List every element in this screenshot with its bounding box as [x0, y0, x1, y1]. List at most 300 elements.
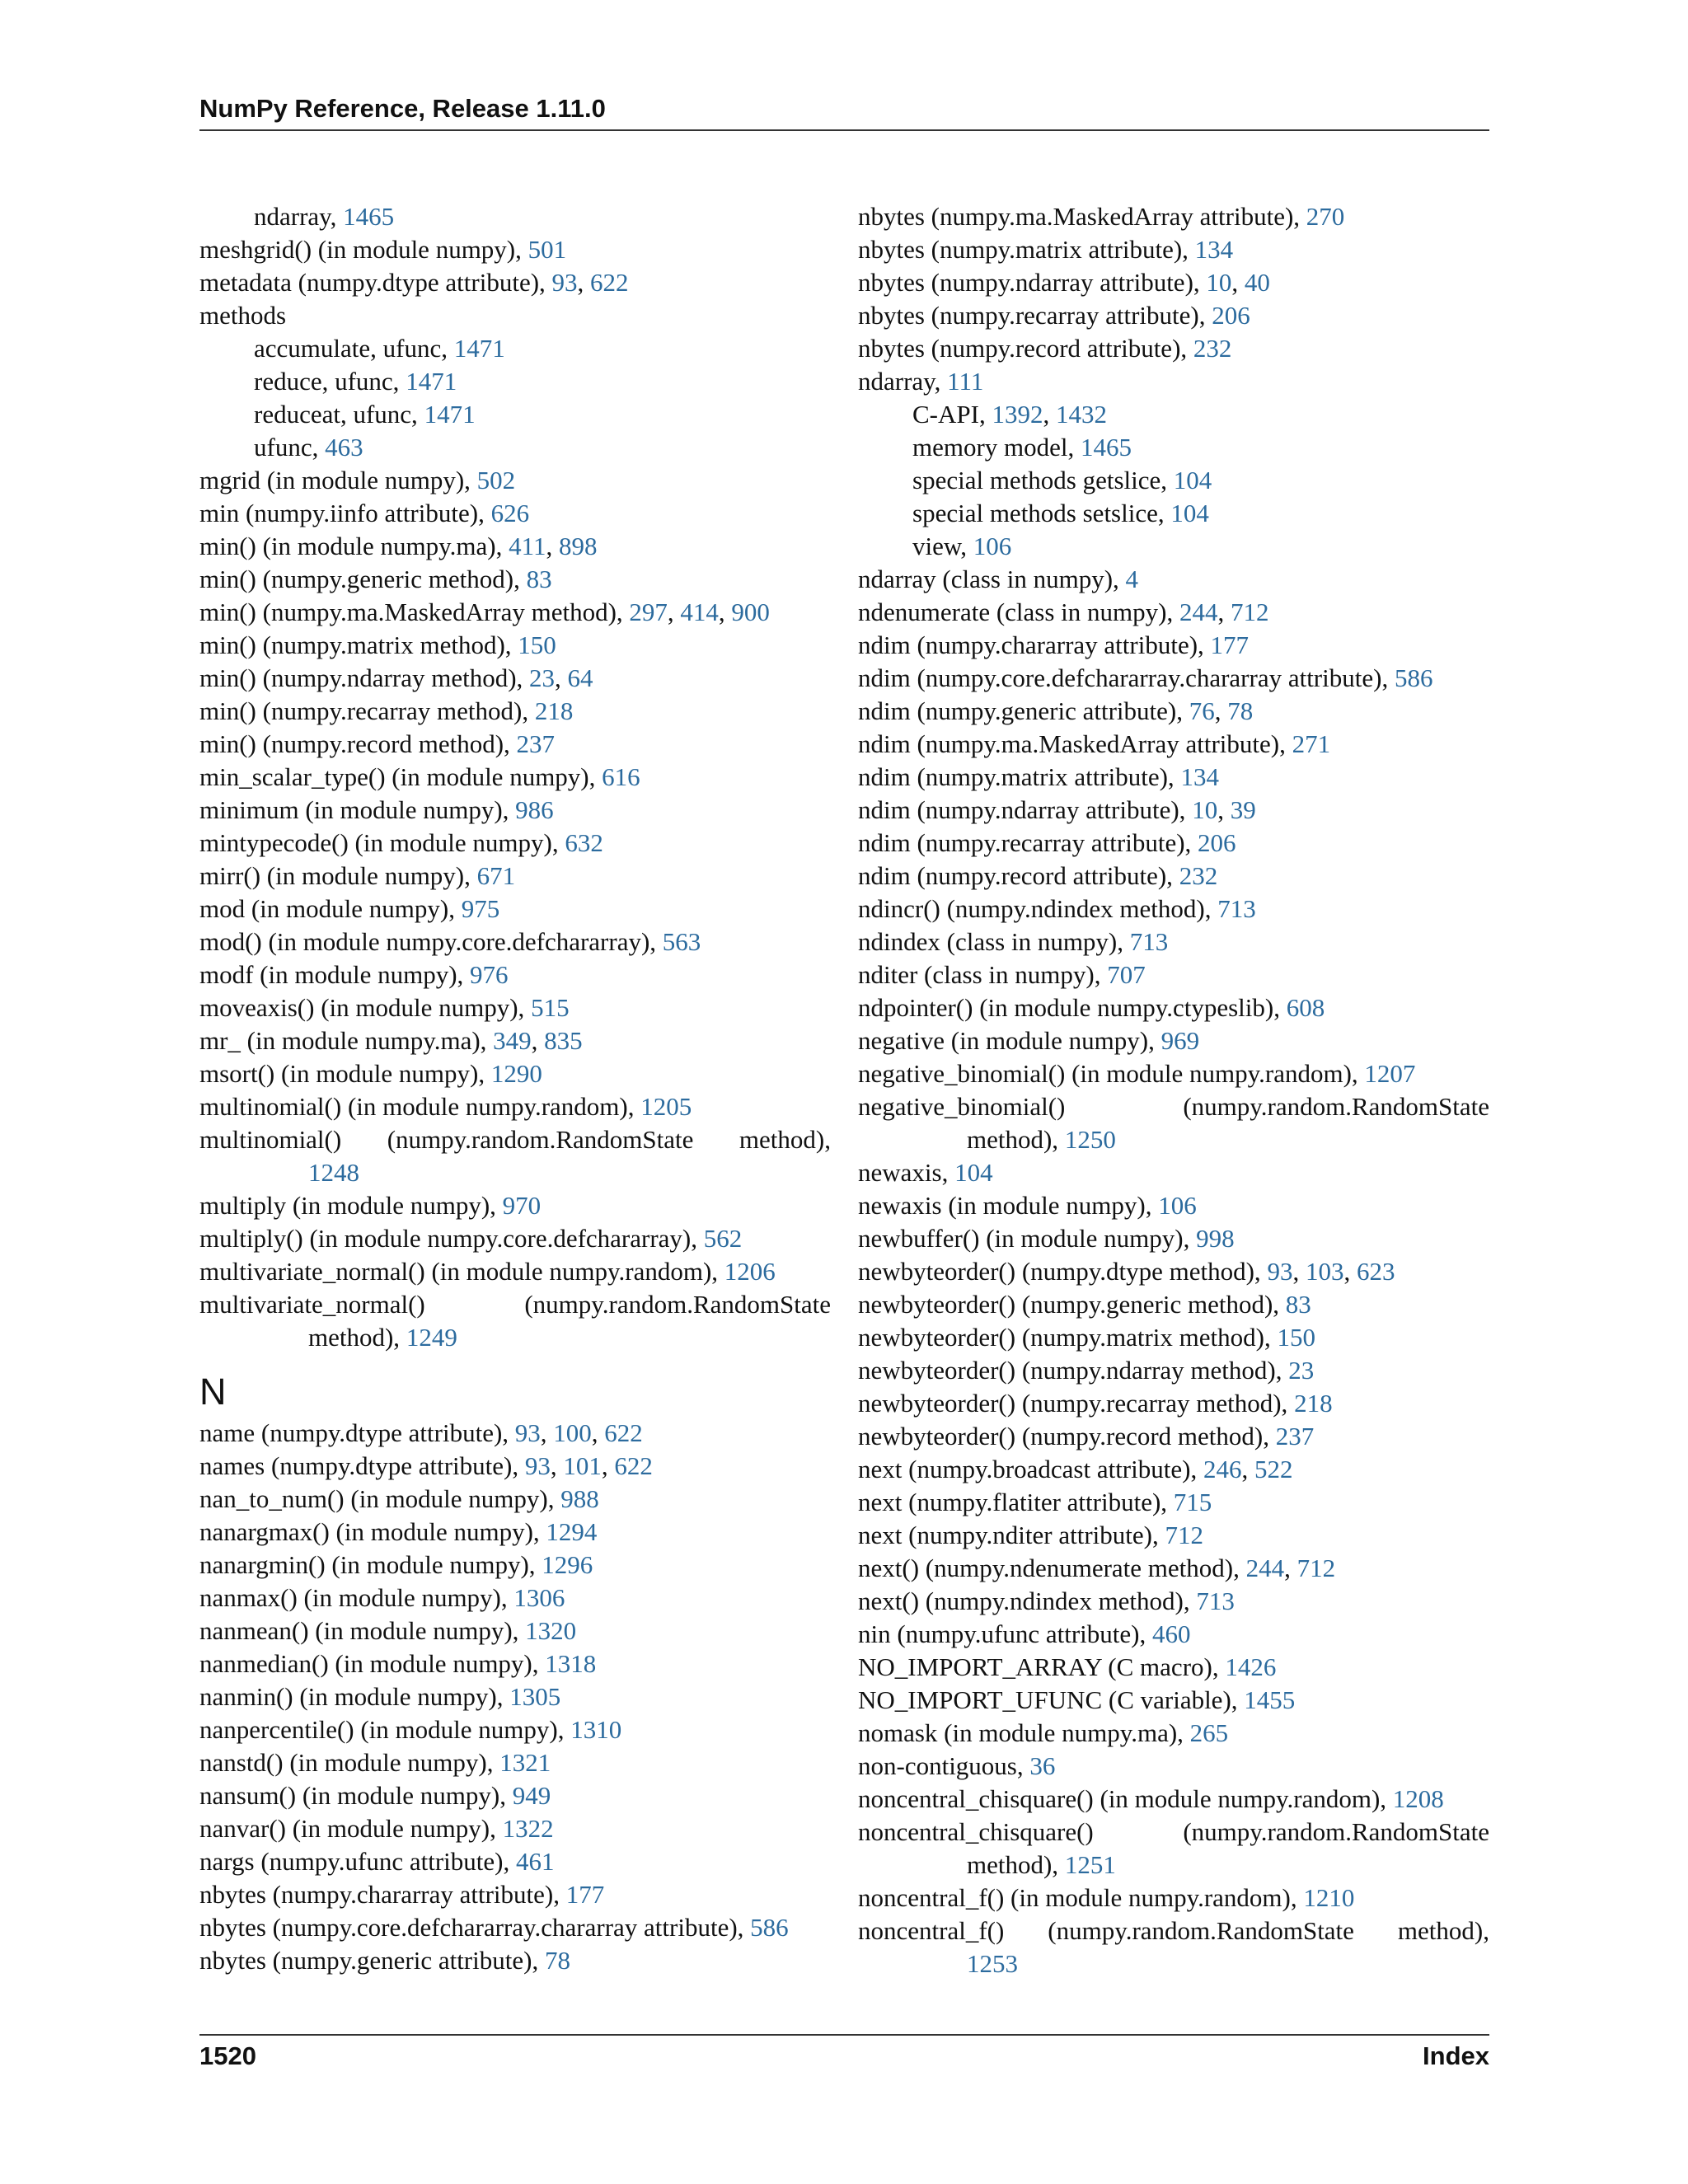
page-ref-link[interactable]: 349	[493, 1026, 532, 1055]
page-ref-link[interactable]: 10	[1206, 268, 1232, 297]
page-ref-link[interactable]: 83	[1285, 1290, 1311, 1319]
index-entry	[858, 1255, 1489, 1288]
page-ref-link[interactable]: 522	[1254, 1455, 1293, 1483]
index-entry-text: nanmax() (in module numpy),	[199, 1583, 514, 1612]
page-ref-link[interactable]: 1253	[967, 1949, 1018, 1978]
index-entry-text-part: multinomial()	[199, 1125, 342, 1154]
page-ref-link[interactable]: 713	[1196, 1586, 1235, 1615]
index-entry-text: newbyteorder() (numpy.ndarray method),	[858, 1356, 1289, 1385]
index-entry	[199, 893, 831, 926]
page-ref-link[interactable]: 712	[1230, 598, 1269, 626]
page-ref-link[interactable]: 232	[1179, 861, 1218, 890]
page-ref-link[interactable]: 270	[1306, 202, 1345, 231]
ref-separator: ,	[1284, 1554, 1297, 1582]
page-ref-link[interactable]: 715	[1173, 1488, 1212, 1516]
index-subentry	[858, 398, 1489, 431]
index-entry-text: ndim (numpy.core.defchararray.chararray attribute),	[858, 663, 1395, 692]
page-ref-link[interactable]: 502	[476, 466, 516, 494]
index-subentry	[199, 431, 831, 464]
page-ref-link[interactable]: 111	[947, 367, 984, 396]
page-ref-link[interactable]: 1250	[1064, 1125, 1116, 1154]
ref-separator: ,	[577, 268, 591, 297]
index-entry	[858, 1189, 1489, 1222]
index-entry-text: nanvar() (in module numpy),	[199, 1814, 503, 1843]
page-ref-link[interactable]: 616	[602, 762, 640, 791]
index-entry	[199, 1615, 831, 1647]
index-entry	[858, 1420, 1489, 1453]
page-ref-link[interactable]: 1310	[570, 1715, 622, 1744]
index-entry	[858, 991, 1489, 1024]
index-entry	[858, 1651, 1489, 1684]
page-ref-link[interactable]: 93	[551, 268, 578, 297]
page-ref-link[interactable]: 1455	[1244, 1685, 1296, 1714]
ref-separator: ,	[531, 1026, 545, 1055]
index-entry-text: method),	[308, 1323, 406, 1352]
index-entry-text: nbytes (numpy.matrix attribute),	[858, 235, 1195, 264]
index-entry	[199, 1450, 831, 1483]
index-entry-text: reduce, ufunc,	[254, 367, 406, 396]
page-ref-link[interactable]: 623	[1356, 1257, 1395, 1286]
index-entry-text: ndim (numpy.recarray attribute),	[858, 828, 1198, 857]
page-ref-link[interactable]: 1207	[1364, 1059, 1416, 1088]
index-entry-text: mirr() (in module numpy),	[199, 861, 477, 890]
page-ref-link[interactable]: 83	[526, 565, 552, 593]
index-entry-text: ndincr() (numpy.ndindex method),	[858, 894, 1218, 923]
page-ref-link[interactable]: 712	[1296, 1554, 1336, 1582]
index-entry	[858, 200, 1489, 233]
page-ref-link[interactable]: 100	[553, 1418, 592, 1447]
page-ref-link[interactable]: 1249	[406, 1323, 457, 1352]
index-entry-text: min() (numpy.matrix method),	[199, 630, 518, 659]
index-entry	[858, 1816, 1489, 1849]
page-ref-link[interactable]: 898	[558, 532, 598, 560]
footer-rule	[199, 2034, 1489, 2036]
index-entry-text: nbytes (numpy.chararray attribute),	[199, 1880, 566, 1909]
index-entry-text: newbyteorder() (numpy.recarray method),	[858, 1389, 1295, 1418]
page-ref-link[interactable]: 177	[1210, 630, 1250, 659]
page-ref-link[interactable]: 562	[703, 1224, 743, 1253]
page-ref-link[interactable]: 23	[529, 663, 556, 692]
index-entry	[199, 1680, 831, 1713]
index-entry	[199, 991, 831, 1024]
index-entry	[199, 629, 831, 662]
index-entry-text: min() (numpy.recarray method),	[199, 696, 535, 725]
page-ref-link[interactable]: 586	[1394, 663, 1433, 692]
page-ref-link[interactable]: 713	[1217, 894, 1256, 923]
index-entry-text: nanmedian() (in module numpy),	[199, 1649, 546, 1678]
page-ref-link[interactable]: 244	[1245, 1554, 1285, 1582]
page-ref-link[interactable]: 237	[1275, 1422, 1315, 1451]
index-entry	[199, 497, 831, 530]
page-ref-link[interactable]: 134	[1194, 235, 1234, 264]
index-subentry	[199, 398, 831, 431]
ref-separator: ,	[1343, 1257, 1357, 1286]
page-ref-link[interactable]: 463	[325, 433, 363, 462]
page-ref-link[interactable]: 1321	[499, 1748, 551, 1777]
index-entry-text: multinomial() (in module numpy.random),	[199, 1092, 641, 1121]
index-entry-text: negative (in module numpy),	[858, 1026, 1161, 1055]
index-column-left	[199, 200, 831, 1977]
index-entry-text-part: noncentral_f()	[858, 1916, 1005, 1945]
page-ref-link[interactable]: 1392	[992, 400, 1043, 429]
index-entry	[199, 299, 831, 332]
page-ref-link[interactable]: 969	[1160, 1026, 1200, 1055]
index-entry	[199, 695, 831, 728]
index-entry	[858, 1684, 1489, 1717]
page-ref-link[interactable]: 1465	[1081, 433, 1132, 462]
ref-separator: ,	[601, 1451, 615, 1480]
index-entry	[199, 1878, 831, 1911]
index-entry-text: newaxis,	[858, 1158, 955, 1187]
page-ref-link[interactable]: 626	[490, 499, 530, 527]
index-entry	[858, 1486, 1489, 1519]
page-ref-link[interactable]: 1306	[513, 1583, 565, 1612]
index-entry-text: mr_ (in module numpy.ma),	[199, 1026, 494, 1055]
index-entry-text: noncentral_f() (in module numpy.random),	[858, 1883, 1304, 1912]
index-entry	[199, 1483, 831, 1516]
ref-separator: ,	[718, 598, 732, 626]
index-entry-text-part: (numpy.random.RandomState	[387, 1125, 694, 1154]
page-ref-link[interactable]: 76	[1189, 696, 1215, 725]
page-ref-link[interactable]: 461	[515, 1847, 555, 1876]
index-entry-text: method),	[967, 1850, 1065, 1879]
index-entry-text-part: (numpy.random.RandomState	[1048, 1916, 1354, 1945]
index-entry	[199, 1713, 831, 1746]
page-ref-link[interactable]: 134	[1180, 762, 1219, 791]
page-ref-link[interactable]: 206	[1198, 828, 1236, 857]
page-ref-link[interactable]: 414	[680, 598, 719, 626]
page-ref-link[interactable]: 103	[1305, 1257, 1344, 1286]
index-entry-text: newaxis (in module numpy),	[858, 1191, 1159, 1220]
index-entry	[199, 926, 831, 958]
page-ref-link[interactable]: 177	[565, 1880, 605, 1909]
index-entry	[199, 1944, 831, 1977]
page-ref-link[interactable]: 998	[1196, 1224, 1235, 1253]
index-entry	[858, 1519, 1489, 1552]
page-ref-link[interactable]: 1290	[490, 1059, 542, 1088]
page-ref-link[interactable]: 1251	[1064, 1850, 1116, 1879]
index-entry-text: NO_IMPORT_UFUNC (C variable),	[858, 1685, 1245, 1714]
index-entry-text: nargs (numpy.ufunc attribute),	[199, 1847, 516, 1876]
index-entry-text: ndenumerate (class in numpy),	[858, 598, 1179, 626]
page-ref-link[interactable]: 1305	[509, 1682, 561, 1711]
index-entry	[858, 926, 1489, 958]
index-entry	[199, 1288, 831, 1321]
page-ref-link[interactable]: 40	[1244, 268, 1270, 297]
index-entry-text: method),	[967, 1125, 1065, 1154]
page-ref-link[interactable]: 460	[1151, 1619, 1191, 1648]
index-entry	[199, 1582, 831, 1615]
page-ref-link[interactable]: 244	[1179, 598, 1218, 626]
index-entry	[199, 1911, 831, 1944]
page-ref-link[interactable]: 10	[1192, 795, 1218, 824]
page-ref-link[interactable]: 78	[544, 1946, 570, 1975]
index-entry	[858, 1915, 1489, 1947]
index-entry-text: nanargmin() (in module numpy),	[199, 1550, 542, 1579]
page-ref-link[interactable]: 271	[1292, 729, 1331, 758]
page-ref-link[interactable]: 64	[567, 663, 593, 692]
page-ref-link[interactable]: 101	[563, 1451, 602, 1480]
index-entry-continuation	[858, 1947, 1489, 1980]
page-ref-link[interactable]: 36	[1029, 1751, 1056, 1780]
index-entry	[858, 1618, 1489, 1651]
page-ref-link[interactable]: 1296	[542, 1550, 593, 1579]
page-ref-link[interactable]: 218	[534, 696, 574, 725]
index-entry	[858, 1057, 1489, 1090]
page-ref-link[interactable]: 93	[1267, 1257, 1293, 1286]
index-entry-continuation	[858, 1123, 1489, 1156]
index-entry	[858, 1552, 1489, 1585]
index-entry-text: special methods setslice,	[912, 499, 1171, 527]
index-entry-text: nansum() (in module numpy),	[199, 1781, 513, 1810]
index-entry-text: ndim (numpy.ma.MaskedArray attribute),	[858, 729, 1292, 758]
index-entry-text: nbytes (numpy.generic attribute),	[199, 1946, 545, 1975]
index-entry-text: newbyteorder() (numpy.record method),	[858, 1422, 1276, 1451]
index-entry-continuation	[199, 1321, 831, 1354]
page-ref-link[interactable]: 1205	[640, 1092, 692, 1121]
index-entry	[858, 563, 1489, 596]
page-ref-link[interactable]: 713	[1129, 927, 1169, 956]
page-ref-link[interactable]: 1320	[525, 1616, 577, 1645]
page-ref-link[interactable]: 622	[604, 1418, 643, 1447]
page-ref-link[interactable]: 622	[614, 1451, 653, 1480]
index-entry	[199, 958, 831, 991]
index-entry	[858, 1453, 1489, 1486]
index-entry-text: nbytes (numpy.ma.MaskedArray attribute),	[858, 202, 1306, 231]
page-ref-link[interactable]: 93	[524, 1451, 551, 1480]
index-entry	[199, 1024, 831, 1057]
index-entry-text: accumulate, ufunc,	[254, 334, 454, 363]
page-ref-link[interactable]: 104	[954, 1158, 993, 1187]
index-entry-text: nanstd() (in module numpy),	[199, 1748, 500, 1777]
ref-separator: ,	[555, 663, 568, 692]
page-ref-link[interactable]: 986	[515, 795, 554, 824]
index-entry-text: nanpercentile() (in module numpy),	[199, 1715, 571, 1744]
index-entry-text: min (numpy.iinfo attribute),	[199, 499, 491, 527]
index-entry-text: C-API,	[912, 400, 992, 429]
page-ref-link[interactable]: 1248	[308, 1158, 359, 1187]
index-entry-text: nin (numpy.ufunc attribute),	[858, 1619, 1152, 1648]
index-entry	[858, 958, 1489, 991]
page-ref-link[interactable]: 632	[565, 828, 603, 857]
index-entry-text-part: multivariate_normal()	[199, 1290, 425, 1319]
index-entry	[858, 1585, 1489, 1618]
index-entry-text: next() (numpy.ndindex method),	[858, 1586, 1197, 1615]
index-entry	[199, 1123, 831, 1156]
ref-separator: ,	[1217, 598, 1231, 626]
page-ref-link[interactable]: 515	[531, 993, 570, 1022]
page-ref-link[interactable]: 78	[1227, 696, 1254, 725]
page-ref-link[interactable]: 232	[1193, 334, 1232, 363]
index-entry-text: noncentral_chisquare() (in module numpy.random),	[858, 1784, 1393, 1813]
index-entry	[199, 794, 831, 827]
page-ref-link[interactable]: 237	[516, 729, 556, 758]
index-entry	[199, 1812, 831, 1845]
index-entry-text: metadata (numpy.dtype attribute),	[199, 268, 552, 297]
index-column-right	[858, 200, 1489, 1980]
page-ref-link[interactable]: 23	[1288, 1356, 1315, 1385]
page-ref-link[interactable]: 1322	[502, 1814, 554, 1843]
page-ref-link[interactable]: 106	[973, 532, 1012, 560]
index-entry-text: multiply (in module numpy),	[199, 1191, 503, 1220]
page-ref-link[interactable]: 970	[502, 1191, 542, 1220]
index-entry	[199, 1516, 831, 1549]
index-entry	[199, 827, 831, 860]
index-entry	[858, 1783, 1489, 1816]
index-entry	[199, 1417, 831, 1450]
index-entry-text: newbyteorder() (numpy.generic method),	[858, 1290, 1286, 1319]
index-entry-text: ndpointer() (in module numpy.ctypeslib),	[858, 993, 1287, 1022]
index-entry-text: min() (numpy.ndarray method),	[199, 663, 530, 692]
page-ref-link[interactable]: 1208	[1392, 1784, 1444, 1813]
page-ref-link[interactable]: 297	[629, 598, 668, 626]
page-ref-link[interactable]: 411	[509, 532, 546, 560]
index-entry-text: meshgrid() (in module numpy),	[199, 235, 528, 264]
index-entry-text: nbytes (numpy.core.defchararray.chararray attribute),	[199, 1913, 751, 1942]
index-entry-text: nbytes (numpy.recarray attribute),	[858, 301, 1212, 330]
index-entry-text-part: (numpy.random.RandomState	[524, 1290, 831, 1319]
index-entry-text: nanmean() (in module numpy),	[199, 1616, 526, 1645]
page-ref-link[interactable]: 104	[1173, 466, 1212, 494]
page-ref-link[interactable]: 586	[750, 1913, 789, 1942]
index-entry-text: NO_IMPORT_ARRAY (C macro),	[858, 1652, 1226, 1681]
page-ref-link[interactable]: 218	[1294, 1389, 1333, 1418]
page-ref-link[interactable]: 39	[1230, 795, 1256, 824]
index-entry	[858, 299, 1489, 332]
index-entry	[858, 365, 1489, 398]
index-entry-text: newbuffer() (in module numpy),	[858, 1224, 1197, 1253]
page-ref-link[interactable]: 246	[1203, 1455, 1242, 1483]
index-entry-text: next (numpy.nditer attribute),	[858, 1521, 1165, 1549]
index-entry	[858, 794, 1489, 827]
page-ref-link[interactable]: 1432	[1055, 400, 1107, 429]
index-entry	[199, 1222, 831, 1255]
index-entry	[858, 1090, 1489, 1123]
index-entry-text: name (numpy.dtype attribute),	[199, 1418, 515, 1447]
page-ref-link[interactable]: 206	[1212, 301, 1250, 330]
index-entry	[199, 1779, 831, 1812]
index-entry-text-part: method),	[1397, 1916, 1489, 1945]
index-entry	[199, 1255, 831, 1288]
page-ref-link[interactable]: 1471	[406, 367, 457, 396]
index-entry-text: nanargmax() (in module numpy),	[199, 1517, 546, 1546]
page-ref-link[interactable]: 150	[1277, 1323, 1315, 1352]
page-ref-link[interactable]: 900	[731, 598, 770, 626]
index-entry-text: mintypecode() (in module numpy),	[199, 828, 565, 857]
index-entry-text: ndim (numpy.matrix attribute),	[858, 762, 1181, 791]
index-entry-text: minimum (in module numpy),	[199, 795, 516, 824]
index-entry	[199, 596, 831, 629]
index-entry	[858, 1156, 1489, 1189]
ref-separator: ,	[591, 1418, 605, 1447]
page-ref-link[interactable]: 106	[1158, 1191, 1197, 1220]
index-entry-text: ufunc,	[254, 433, 326, 462]
index-entry	[199, 530, 831, 563]
header-rule	[199, 129, 1489, 131]
section-letter-heading: N	[199, 1371, 227, 1413]
page-ref-link[interactable]: 1471	[424, 400, 476, 429]
index-entry	[858, 893, 1489, 926]
page-ref-link[interactable]: 93	[514, 1418, 541, 1447]
page-ref-link[interactable]: 707	[1107, 960, 1146, 989]
index-entry-text: ndim (numpy.record attribute),	[858, 861, 1179, 890]
ref-separator: ,	[1292, 1257, 1306, 1286]
page-ref-link[interactable]: 1206	[724, 1257, 776, 1286]
ref-separator: ,	[1231, 268, 1245, 297]
page-ref-link[interactable]: 501	[528, 235, 567, 264]
index-entry-text: ndarray,	[254, 202, 344, 231]
index-entry-text: nbytes (numpy.record attribute),	[858, 334, 1193, 363]
index-subentry	[858, 497, 1489, 530]
index-subentry	[858, 530, 1489, 563]
page-ref-link[interactable]: 608	[1286, 993, 1325, 1022]
page-ref-link[interactable]: 712	[1165, 1521, 1203, 1549]
page-ref-link[interactable]: 949	[512, 1781, 551, 1810]
index-entry	[858, 1222, 1489, 1255]
page-ref-link[interactable]: 563	[662, 927, 701, 956]
index-entry-text: nbytes (numpy.ndarray attribute),	[858, 268, 1207, 297]
index-entry	[199, 1057, 831, 1090]
index-entry	[199, 662, 831, 695]
index-subentry	[858, 464, 1489, 497]
page-ref-link[interactable]: 622	[590, 268, 629, 297]
page-ref-link[interactable]: 835	[544, 1026, 583, 1055]
index-entry-text: modf (in module numpy),	[199, 960, 471, 989]
page-ref-link[interactable]: 976	[470, 960, 509, 989]
index-entry-text: ndarray,	[858, 367, 948, 396]
ref-separator: ,	[1043, 400, 1056, 429]
index-entry-text: mgrid (in module numpy),	[199, 466, 477, 494]
index-subentry	[199, 365, 831, 398]
index-entry-text: newbyteorder() (numpy.matrix method),	[858, 1323, 1278, 1352]
index-entry-text: multivariate_normal() (in module numpy.random),	[199, 1257, 724, 1286]
index-entry-text: min() (numpy.ma.MaskedArray method),	[199, 598, 630, 626]
index-entry-text: msort() (in module numpy),	[199, 1059, 491, 1088]
page-ref-link[interactable]: 4	[1125, 565, 1139, 593]
index-subentry	[858, 431, 1489, 464]
index-entry	[199, 860, 831, 893]
index-subentry	[199, 200, 831, 233]
index-entry	[858, 761, 1489, 794]
index-entry	[199, 266, 831, 299]
index-subentry	[199, 332, 831, 365]
index-entry	[858, 695, 1489, 728]
index-entry-text: min() (in module numpy.ma),	[199, 532, 509, 560]
page-ref-link[interactable]: 1294	[546, 1517, 598, 1546]
page-ref-link[interactable]: 1465	[343, 202, 395, 231]
page-ref-link[interactable]: 988	[560, 1484, 599, 1513]
page-ref-link[interactable]: 150	[518, 630, 556, 659]
index-entry-text: mod() (in module numpy.core.defchararray),	[199, 927, 663, 956]
page-ref-link[interactable]: 1426	[1225, 1652, 1277, 1681]
page-ref-link[interactable]: 671	[476, 861, 516, 890]
page-ref-link[interactable]: 1318	[545, 1649, 597, 1678]
page-ref-link[interactable]: 104	[1170, 499, 1209, 527]
index-entry-text: methods	[199, 301, 287, 330]
index-entry	[858, 596, 1489, 629]
index-entry	[858, 266, 1489, 299]
index-entry	[858, 1024, 1489, 1057]
index-entry-text: nanmin() (in module numpy),	[199, 1682, 510, 1711]
index-entry	[858, 860, 1489, 893]
page-ref-link[interactable]: 1471	[453, 334, 505, 363]
index-entry-text: multiply() (in module numpy.core.defchararray),	[199, 1224, 704, 1253]
page-ref-link[interactable]: 265	[1189, 1718, 1229, 1747]
page-ref-link[interactable]: 975	[461, 894, 500, 923]
page-ref-link[interactable]: 1210	[1303, 1883, 1355, 1912]
index-entry	[199, 1549, 831, 1582]
index-entry-text: next() (numpy.ndenumerate method),	[858, 1554, 1246, 1582]
